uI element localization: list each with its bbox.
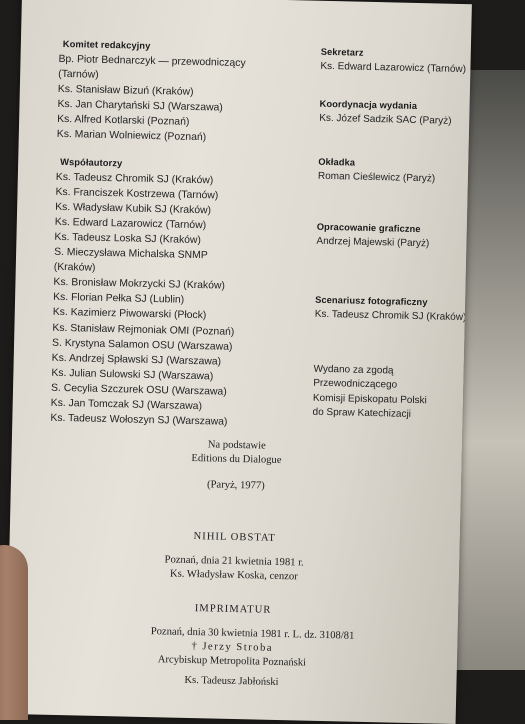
basis-line: Editions du Dialogue bbox=[191, 452, 282, 467]
graphic-design-name: Andrzej Majewski (Paryż) bbox=[316, 235, 430, 250]
coauthor-line: S. Cecylia Szczurek OSU (Warszawa) bbox=[50, 382, 227, 398]
coauthor-line: Ks. Julian Sulowski SJ (Warszawa) bbox=[51, 367, 214, 383]
coauthor-line: Ks. Bronisław Mokrzycki SJ (Kraków) bbox=[53, 277, 226, 292]
secretary-heading: Sekretarz bbox=[320, 46, 364, 58]
imprimatur-signatory: † Jerzy Stroba bbox=[191, 641, 274, 654]
coordination-heading: Koordynacja wydania bbox=[319, 98, 418, 111]
basis-block bbox=[11, 434, 462, 498]
coauthor-line: Ks. Władysław Kubik SJ (Kraków) bbox=[55, 201, 212, 217]
basis-line: (Paryż, 1977) bbox=[206, 479, 265, 492]
coauthor-line: Ks. Florian Pełka SJ (Lublin) bbox=[52, 292, 185, 307]
approval-line: Komisji Episkopatu Polski bbox=[312, 392, 427, 407]
cover-name: Roman Cieślewicz (Paryż) bbox=[317, 170, 436, 185]
committee-line: Ks. Stanisław Bizuń (Kraków) bbox=[57, 84, 194, 99]
coauthor-line: Ks. Tadeusz Wołoszyn SJ (Warszawa) bbox=[50, 412, 228, 428]
approval-block bbox=[312, 363, 427, 423]
graphic-design-block bbox=[316, 222, 429, 252]
coauthor-line: Ks. Andrzej Spławski SJ (Warszawa) bbox=[51, 352, 222, 368]
secretary-block bbox=[320, 47, 466, 78]
coauthor-line: Ks. Kazimierz Piwowarski (Płock) bbox=[52, 307, 207, 322]
credits-left-column bbox=[50, 39, 314, 432]
committee-heading: Komitet redakcyjny bbox=[62, 38, 151, 51]
approval-line: do Spraw Katechizacji bbox=[312, 406, 412, 421]
cover-block bbox=[318, 157, 436, 187]
coauthors-list bbox=[50, 169, 311, 431]
nihil-obstat-censor: Ks. Władysław Koska, cenzor bbox=[169, 568, 298, 583]
coauthor-line: Ks. Franciszek Kostrzewa (Tarnów) bbox=[55, 186, 219, 202]
committee-line: Ks. Alfred Kotlarski (Poznań) bbox=[57, 114, 190, 129]
imprimatur-role: Arcybiskup Metropolita Poznański bbox=[157, 654, 307, 669]
coauthor-line: Ks. Tadeusz Loska SJ (Kraków) bbox=[54, 231, 202, 247]
coordination-block bbox=[319, 99, 452, 129]
nihil-obstat-title: NIHIL OBSTAT bbox=[193, 531, 276, 544]
approval-line: Wydano za zgodą bbox=[313, 363, 394, 377]
cover-heading: Okładka bbox=[318, 156, 356, 168]
holding-finger bbox=[0, 545, 28, 720]
colophon-page bbox=[6, 0, 472, 724]
photo-script-heading: Scenariusz fotograficzny bbox=[315, 294, 428, 308]
photo-script-block bbox=[315, 295, 467, 326]
committee-line: (Tarnów) bbox=[58, 68, 99, 81]
coauthor-line: S. Mieczysława Michalska SNMP bbox=[54, 246, 208, 262]
imprimatur-block bbox=[6, 598, 458, 694]
coauthor-line: Ks. Edward Lazarowicz (Tarnów) bbox=[54, 216, 207, 232]
coauthor-line: Ks. Tadeusz Chromik SJ (Kraków) bbox=[55, 171, 214, 186]
committee-line: Ks. Jan Charytański SJ (Warszawa) bbox=[57, 99, 223, 114]
coauthor-line: Ks. Jan Tomczak SJ (Warszawa) bbox=[50, 397, 203, 413]
committee-list bbox=[57, 52, 314, 148]
nihil-obstat-block bbox=[9, 526, 460, 588]
committee-line: Ks. Marian Wolniewicz (Poznań) bbox=[56, 129, 207, 144]
committee-line: Bp. Piotr Bednarczyk — przewodniczący bbox=[58, 53, 246, 70]
credits-right-column bbox=[312, 47, 471, 450]
imprimatur-title: IMPRIMATUR bbox=[194, 603, 272, 616]
secretary-name: Ks. Edward Lazarowicz (Tarnów) bbox=[320, 60, 467, 76]
basis-line: Na podstawie bbox=[207, 439, 266, 452]
coauthor-line: (Kraków) bbox=[53, 261, 96, 274]
coordination-name: Ks. Józef Sadzik SAC (Paryż) bbox=[319, 112, 452, 127]
graphic-design-heading: Opracowanie graficzne bbox=[316, 221, 421, 235]
coauthor-line: Ks. Stanisław Rejmoniak OMI (Poznań) bbox=[52, 322, 235, 338]
approval-line: Przewodniczącego bbox=[313, 378, 398, 392]
coauthor-line: S. Krystyna Salamon OSU (Warszawa) bbox=[51, 337, 233, 353]
imprimatur-date: Poznań, dnia 30 kwietnia 1981 r. L. dz. 3108/81 bbox=[150, 626, 355, 642]
nihil-obstat-date: Poznań, dnia 21 kwietnia 1981 r. bbox=[164, 554, 304, 569]
photo-script-name: Ks. Tadeusz Chromik SJ (Kraków) bbox=[314, 308, 467, 324]
coauthors-heading: Współautorzy bbox=[60, 156, 123, 168]
imprimatur-signatory-2: Ks. Tadeusz Jabłoński bbox=[184, 674, 279, 688]
